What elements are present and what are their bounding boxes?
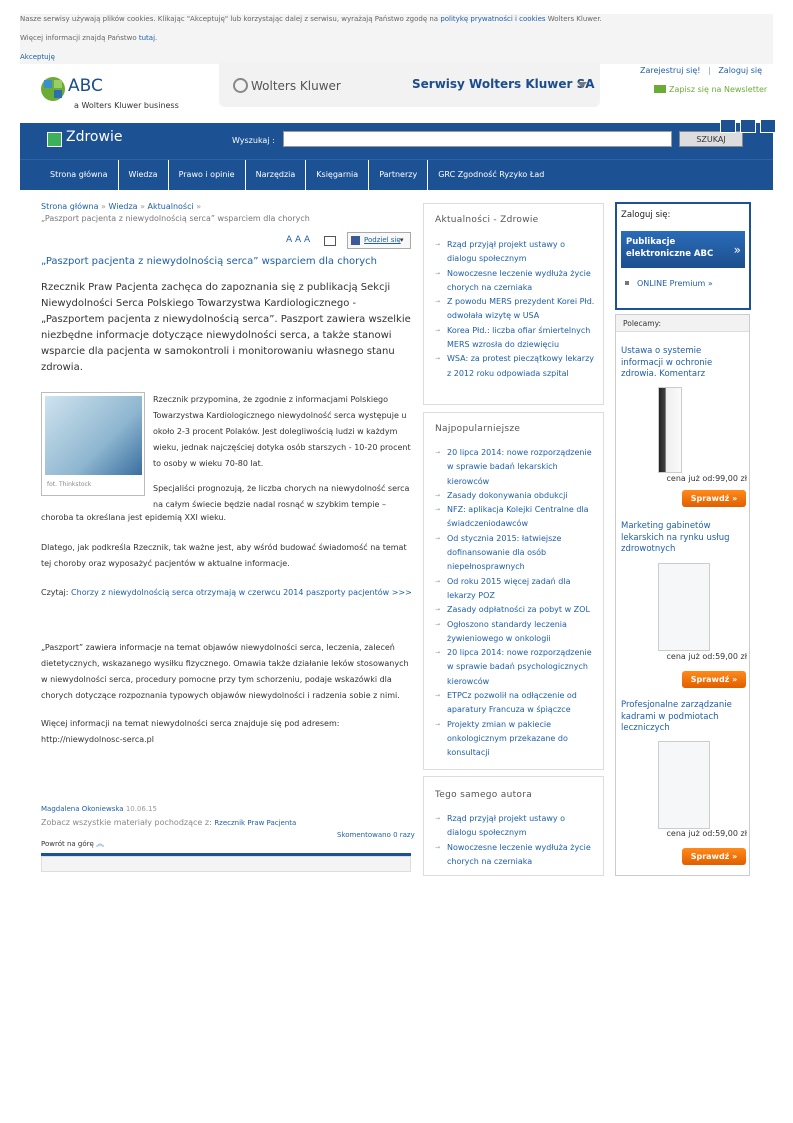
abc-logo[interactable] — [20, 72, 210, 118]
list-item[interactable]: → Nowoczesne leczenie wydłuża życie chorych na czerniaka — [435, 841, 595, 870]
back-to-top[interactable]: Powrót na górę ︽ — [41, 839, 105, 848]
breadcrumb-knowledge[interactable]: Wiedza — [108, 202, 138, 211]
social-icons — [720, 118, 780, 137]
social-icon-2[interactable] — [740, 119, 756, 133]
main-nav — [20, 159, 773, 190]
book-price-3: cena już od:59,00 zł — [666, 829, 747, 838]
section-square-icon — [47, 132, 62, 147]
book-title-3[interactable]: Profesjonalne zarządzanie kadrami w podmiotach leczniczych — [621, 700, 732, 733]
book-price-1: cena już od:99,00 zł — [666, 474, 747, 483]
external-link[interactable]: http://niewydolnosc-serca.pl — [41, 735, 154, 744]
chevron-down-icon: ▾ — [400, 236, 404, 244]
book-cover-3[interactable] — [658, 741, 710, 829]
book-title-2[interactable]: Marketing gabinetów lekarskich na rynku usług zdrowotnych — [621, 521, 730, 554]
article-paragraph-2b: choroba ta określana jest epidemią XXI wieku. — [41, 513, 227, 522]
newsletter-link[interactable]: Zapisz się na Newsletter — [654, 85, 767, 94]
logo-text: ABC — [68, 76, 103, 96]
article-paragraph-5: Więcej informacji na temat niewydolności serca znajduje się pod adresem: — [41, 719, 340, 728]
book-price-2: cena już od:59,00 zł — [666, 652, 747, 661]
list-item[interactable]: → Zasady odpłatności za pobyt w ZOL — [435, 603, 595, 617]
article-title: „Paszport pacjenta z niewydolnością serca” wsparciem dla chorych — [41, 256, 378, 267]
wk-globe-icon — [40, 76, 66, 102]
popular-box-title: Najpopularniejsze — [435, 424, 521, 434]
list-item[interactable]: → Zasady dokonywania obdukcji — [435, 489, 595, 503]
book-cover-1[interactable] — [658, 387, 682, 473]
breadcrumb-current: „Paszport pacjenta z niewydolnością serca” wsparciem dla chorych — [41, 214, 310, 223]
article-lead: Rzecznik Praw Pacjenta zachęca do zapoznania się z publikacją Sekcji Niewydolności Serca Polskiego Towarzystwa Kardiologicznego - „Paszportem pacjenta z niewydolnością serca”. Paszport zawiera wszelkie niezbędne informacje dotyczące niewydolności serca, a także stanowi wsparcie dla pacjenta w samokontroli i monitorowaniu własnego stanu zdrowia. — [41, 282, 411, 373]
list-item[interactable]: → NFZ: aplikacja Kolejki Centralne dla świadczeniodawców — [435, 503, 595, 532]
login-box — [615, 202, 751, 310]
nav-home[interactable]: Strona główna — [20, 160, 119, 190]
list-item[interactable]: → WSA: za protest pieczątkowy lekarzy z 2012 roku odpowiada szpital — [435, 352, 595, 381]
double-chevron-right-icon: » — [733, 243, 741, 257]
list-item[interactable]: → Ogłoszono standardy leczenia żywieniowego w onkologii — [435, 618, 595, 647]
book-cover-2[interactable] — [658, 563, 710, 651]
nav-bookstore[interactable]: Księgarnia — [306, 160, 369, 190]
double-chevron-up-icon: ︽ — [96, 839, 105, 848]
list-item[interactable]: → 20 lipca 2014: nowe rozporządzenie w sprawie badań psychologicznych kierowców — [435, 646, 595, 689]
breadcrumb-home[interactable]: Strona główna — [41, 202, 99, 211]
read-more-line: Czytaj: Chorzy z niewydolnością serca otrzymają w czerwcu 2014 paszporty pacjentów >>> — [41, 588, 412, 597]
source-link[interactable]: Rzecznik Praw Pacjenta — [214, 819, 297, 827]
list-item[interactable]: → Projekty zmian w pakiecie onkologicznym przekazane do konsultacji — [435, 718, 595, 761]
check-button-2[interactable]: Sprawdź » — [682, 671, 746, 688]
read-more-link[interactable]: Chorzy z niewydolnością serca otrzymają w czerwcu 2014 paszporty pacjentów >>> — [71, 588, 412, 597]
cookie-more-link[interactable]: tutaj — [138, 34, 156, 42]
nav-law[interactable]: Prawo i opinie — [169, 160, 246, 190]
cookie-text: Nasze serwisy używają plików cookies. Klikając "Akceptuję" lub korzystając dalej z serwisu, wyrażają Państwo zgodę na politykę prywatności i cookies Wolters Kluwer. — [20, 15, 602, 23]
facebook-icon — [351, 236, 360, 245]
bullet-icon — [625, 281, 629, 285]
share-label: Podziel się — [364, 236, 401, 244]
cookie-bar — [20, 14, 773, 64]
check-button-1[interactable]: Sprawdź » — [682, 490, 746, 507]
search-input[interactable] — [283, 131, 672, 147]
font-size-tools[interactable]: A A A — [286, 235, 311, 245]
cookie-accept-link[interactable]: Akceptuję — [20, 53, 55, 61]
list-item[interactable]: → Korea Płd.: liczba ofiar śmiertelnych MERS wzrosła do dziewięciu — [435, 324, 595, 353]
author-line — [41, 805, 157, 813]
check-button-3[interactable]: Sprawdź » — [682, 848, 746, 865]
list-item[interactable]: → Rząd przyjął projekt ustawy o dialogu społecznym — [435, 238, 595, 267]
user-links — [640, 66, 762, 75]
comments-link[interactable]: Skomentowano 0 razy — [337, 831, 415, 839]
search-button[interactable]: SZUKAJ — [679, 131, 743, 147]
nav-grc[interactable]: GRC Zgodność Ryzyko Ład — [438, 170, 545, 179]
cookie-accept-wrap — [20, 53, 55, 61]
breadcrumb: Strona główna » Wiedza » Aktualności » — [41, 202, 202, 211]
article-photo — [41, 392, 145, 496]
book-title-1[interactable]: Ustawa o systemie informacji w ochronie zdrowia. Komentarz — [621, 346, 713, 379]
author-list — [435, 812, 595, 869]
list-item[interactable]: → Z powodu MERS prezydent Korei Płd. odwołała wizytę w USA — [435, 295, 595, 324]
social-icon-1[interactable] — [720, 119, 736, 133]
comments-box — [41, 856, 411, 872]
news-box — [423, 203, 604, 405]
article-paragraph-1: Rzecznik przypomina, że zgodnie z informacjami Polskiego Towarzystwa Kardiologicznego niewydolność serca występuje u około 2-3 procent Polaków. Jest dolegliwością ludzi w każdym wieku, jednak najczęściej dotyka osób starszych - 10-20 procent to osoby w wieku 70-80 lat. — [153, 395, 411, 468]
author-box — [423, 776, 604, 876]
wk-services-dropdown[interactable] — [219, 62, 600, 107]
register-link[interactable]: Zarejestruj się! — [640, 66, 701, 75]
author-box-title: Tego samego autora — [435, 790, 533, 800]
list-item[interactable]: → 20 lipca 2014: nowe rozporządzenie w sprawie badań lekarskich kierowców — [435, 446, 595, 489]
popular-list — [435, 446, 595, 761]
list-item[interactable]: → Nowoczesne leczenie wydłuża życie chorych na czerniaka — [435, 267, 595, 296]
search-label: Wyszukaj : — [232, 136, 275, 145]
epub-banner[interactable]: Publikacje elektroniczne ABC » — [621, 231, 745, 268]
wk-services-title: Serwisy Wolters Kluwer SA — [412, 77, 595, 91]
login-link[interactable]: Zaloguj się — [718, 66, 763, 75]
print-icon[interactable] — [324, 236, 336, 246]
share-button[interactable] — [347, 232, 411, 249]
list-item[interactable]: → Rząd przyjął projekt ustawy o dialogu społecznym — [435, 812, 595, 841]
article-paragraph-2: Specjaliści prognozują, że liczba chorych na niewydolność serca na całym świecie będzie nadal rosnąć w szybkim tempie – — [153, 484, 410, 509]
popular-box — [423, 412, 604, 770]
chevron-down-icon — [577, 82, 587, 88]
photo-caption: fot. Thinkstock — [47, 481, 92, 488]
cookie-more: Więcej informacji znajdą Państwo tutaj. — [20, 34, 158, 42]
list-item[interactable]: → Od roku 2015 więcej zadań dla lekarzy POZ — [435, 575, 595, 604]
envelope-icon — [654, 85, 666, 93]
link-separator: | — [708, 66, 711, 75]
social-icon-3[interactable] — [760, 119, 776, 133]
nav-tools[interactable]: Narzędzia — [246, 160, 307, 190]
article-paragraph-4: „Paszport” zawiera informacje na temat objawów niewydolności serca, leczenia, zaleceń dietetycznych, wskazanego wysiłku fizycznego. Omawia także działanie leków stosowanych w niewydolności serca, procedury pomocne przy tym schorzeniu, podaje wskazówki dla chorych dotyczące rozpoznania typowych objawów niewydolności i radzenia sobie z nimi. — [41, 643, 409, 700]
online-premium-link[interactable]: ONLINE Premium » — [625, 279, 713, 288]
article-paragraph-3: Dlatego, jak podkreśla Rzecznik, tak ważne jest, aby wśród budować świadomość na temat tej choroby oraz wyposażyć pacjentów w aktualne informacje. — [41, 543, 407, 568]
recommended-box — [615, 314, 750, 876]
breadcrumb-news[interactable]: Aktualności — [147, 202, 194, 211]
article-date: 10.06.15 — [125, 805, 157, 813]
wk-logo: Wolters Kluwer — [233, 78, 341, 93]
news-box-title: Aktualności - Zdrowie — [435, 215, 539, 225]
list-item[interactable]: → Od stycznia 2015: łatwiejsze dofinansowanie dla osób niepełnosprawnych — [435, 532, 595, 575]
nav-knowledge[interactable]: Wiedza — [119, 160, 169, 190]
author-link[interactable]: Magdalena Okoniewska — [41, 805, 124, 813]
list-item[interactable]: → ETPCz pozwolił na odłączenie od aparatury Francuza w śpiączce — [435, 689, 595, 718]
login-box-label: Zaloguj się: — [621, 210, 671, 220]
wk-logo-icon — [233, 78, 248, 93]
section-title: Zdrowie — [66, 129, 123, 145]
logo-sub: a Wolters Kluwer business — [74, 101, 179, 110]
nav-partners[interactable]: Partnerzy — [369, 160, 428, 190]
news-list — [435, 238, 595, 381]
source-line: Zobacz wszystkie materiały pochodzące z: Rzecznik Praw Pacjenta — [41, 818, 297, 827]
recommended-label: Polecamy: — [623, 319, 661, 328]
photo-image — [45, 396, 142, 475]
privacy-policy-link[interactable]: politykę prywatności i cookies — [440, 15, 546, 23]
